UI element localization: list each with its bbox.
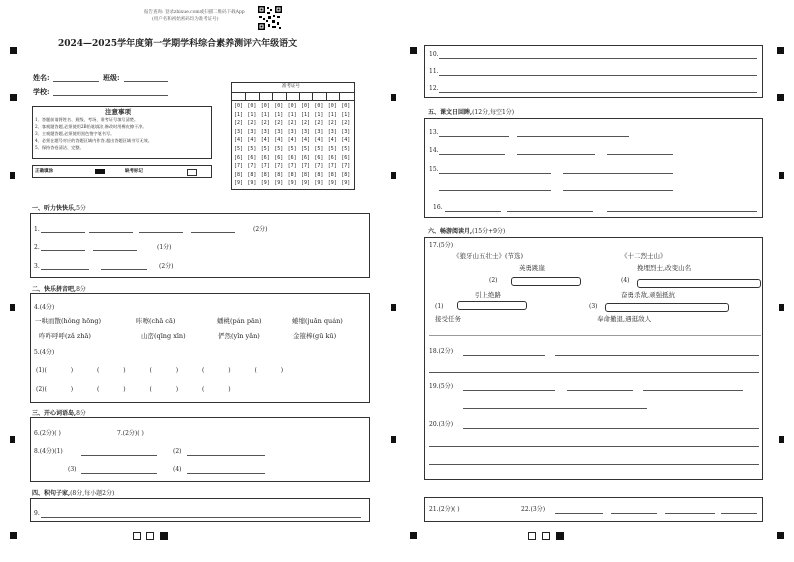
exam-id-column-divider bbox=[259, 92, 260, 100]
exam-id-bubble[interactable]: [0] bbox=[341, 103, 351, 109]
right-node-5: 奉命撤退,遇逛敌人 bbox=[597, 315, 652, 323]
q19-blank-2[interactable] bbox=[567, 390, 633, 391]
exam-id-bubble[interactable]: [3] bbox=[287, 128, 297, 135]
section-3-box bbox=[30, 417, 370, 482]
exam-id-bubble[interactable]: [4] bbox=[327, 137, 337, 144]
q22-label: 22.(3分) bbox=[521, 506, 546, 513]
name-label: 姓名: bbox=[33, 73, 50, 82]
q20-line-2[interactable] bbox=[429, 446, 759, 447]
exam-id-bubble[interactable]: [9] bbox=[341, 180, 351, 187]
section-2-title: 二、快乐拼音吧,8分 bbox=[32, 286, 86, 293]
q19-blank-1[interactable] bbox=[463, 390, 555, 391]
exam-id-bubble[interactable]: [5] bbox=[274, 146, 284, 152]
q14-label: 14. bbox=[429, 147, 439, 154]
exam-id-bubble[interactable]: [5] bbox=[314, 146, 324, 152]
q5-label: 5.(4分) bbox=[34, 349, 55, 356]
school-field[interactable] bbox=[53, 95, 168, 96]
q15-blank-4[interactable] bbox=[563, 190, 673, 191]
corner-mark-mb bbox=[410, 532, 417, 539]
exam-id-bubble[interactable]: [8] bbox=[327, 171, 337, 178]
exam-id-bubble[interactable]: [0] bbox=[287, 103, 297, 109]
q1-blank-2[interactable] bbox=[89, 232, 133, 233]
page-mark-filled bbox=[160, 532, 168, 540]
q8-blank-4[interactable] bbox=[187, 473, 265, 474]
q20-blank-1[interactable] bbox=[463, 428, 759, 429]
section-5-title: 五、课文日回眸,(12分,每空1分) bbox=[428, 109, 515, 116]
exam-id-bubble[interactable]: [2] bbox=[234, 120, 244, 127]
q20-line-3[interactable] bbox=[429, 464, 759, 465]
exam-id-bubble[interactable]: [4] bbox=[247, 137, 257, 144]
exam-id-bubble[interactable]: [7] bbox=[287, 163, 297, 170]
q8-3-label: (3) bbox=[68, 466, 77, 473]
exam-id-bubble[interactable]: [0] bbox=[234, 103, 244, 109]
exam-id-bubble[interactable]: [4] bbox=[301, 137, 311, 144]
section-1-box bbox=[30, 213, 370, 278]
notice-item-3: 3、主观题答题,必须使用黑色签字笔书写。 bbox=[35, 131, 115, 136]
q13-label: 13. bbox=[429, 129, 439, 136]
pinyin-word-4: 蜷缩(juǎn quán) bbox=[292, 317, 343, 325]
exam-id-column-divider bbox=[245, 92, 246, 100]
left-node-3: 引上绝路 bbox=[475, 291, 501, 299]
exam-id-bubble[interactable]: [6] bbox=[341, 154, 351, 161]
page-mark-box-1 bbox=[133, 532, 141, 540]
pinyin-word-3: 蟠桃(pán pān) bbox=[217, 317, 262, 325]
pinyin-word-6: 山峦(qīng xīn) bbox=[141, 332, 186, 340]
exam-id-bubble[interactable]: [5] bbox=[234, 146, 244, 152]
q14-blank-1[interactable] bbox=[439, 154, 505, 155]
exam-id-bubble[interactable]: [0] bbox=[274, 103, 284, 109]
q16-label: 16. bbox=[433, 204, 443, 211]
exam-id-bubble[interactable]: [7] bbox=[341, 163, 351, 170]
exam-id-bubble[interactable]: [2] bbox=[287, 120, 297, 127]
q19-blank-3[interactable] bbox=[643, 390, 743, 391]
exam-id-bubble[interactable]: [2] bbox=[247, 120, 257, 127]
q15-blank-1[interactable] bbox=[439, 173, 551, 174]
exam-id-bubble[interactable]: [8] bbox=[260, 171, 270, 178]
q1-blank-3[interactable] bbox=[139, 232, 183, 233]
exam-id-bubble[interactable]: [8] bbox=[314, 171, 324, 178]
report-note-2: (用户名和初始密码均为准考证号) bbox=[152, 17, 219, 22]
exam-id-bubble[interactable]: [9] bbox=[260, 180, 270, 187]
answer-box-3[interactable] bbox=[605, 303, 729, 312]
exam-id-bubble[interactable]: [1] bbox=[260, 111, 270, 118]
q17-bottom-line bbox=[429, 335, 761, 336]
exam-id-bubble[interactable]: [7] bbox=[234, 163, 244, 170]
side-mark-l2 bbox=[10, 304, 15, 311]
corner-mark-bl bbox=[10, 532, 17, 539]
exam-id-bubble[interactable]: [9] bbox=[287, 180, 297, 187]
exam-id-bubble[interactable]: [1] bbox=[301, 111, 311, 118]
q21-label[interactable]: 21.(2分)( ) bbox=[429, 506, 460, 513]
q8-blank-3[interactable] bbox=[81, 473, 157, 474]
q22-blank-1[interactable] bbox=[555, 513, 603, 514]
class-field[interactable] bbox=[124, 81, 168, 82]
answer-box-4[interactable] bbox=[637, 279, 761, 288]
qr-code bbox=[257, 5, 283, 31]
q13-blank-1[interactable] bbox=[439, 136, 509, 137]
exam-id-bubble[interactable]: [3] bbox=[327, 128, 337, 135]
q8-2-label: (2) bbox=[173, 448, 182, 455]
exam-id-bubble[interactable]: [3] bbox=[260, 128, 270, 135]
q9-blank[interactable] bbox=[41, 517, 361, 518]
page-mark-box-2 bbox=[146, 532, 154, 540]
q8-4-label: (4) bbox=[173, 466, 182, 473]
q3-label: 3. bbox=[34, 263, 40, 270]
exam-id-bubble[interactable]: [5] bbox=[260, 146, 270, 152]
pinyin-word-8: 金箍棒(gū kū) bbox=[293, 332, 337, 340]
reading-right-title: 《十二烈士山》 bbox=[621, 252, 667, 260]
corner-mark-mt bbox=[410, 47, 417, 54]
side-mark-m2 bbox=[391, 172, 396, 179]
q12-line[interactable] bbox=[439, 92, 757, 93]
answer-box-1[interactable] bbox=[457, 301, 527, 310]
reading-left-title: 《狼牙山五壮士》(节选) bbox=[453, 252, 524, 260]
exam-id-bubble[interactable]: [5] bbox=[247, 146, 257, 152]
q14-blank-3[interactable] bbox=[607, 154, 673, 155]
exam-id-bubble[interactable]: [2] bbox=[341, 120, 351, 127]
exam-id-column-divider bbox=[272, 92, 273, 100]
exam-id-column-divider bbox=[326, 92, 327, 100]
exam-id-bubble[interactable]: [8] bbox=[274, 171, 284, 178]
correct-fill-label: 正确填涂 bbox=[35, 169, 53, 174]
q20-label: 20.(3分) bbox=[429, 421, 454, 428]
corner-mark-r2 bbox=[777, 94, 784, 101]
right-node-3: 奋勇杀敌,顽强抵抗 bbox=[621, 291, 676, 299]
fill-sample-box bbox=[32, 165, 212, 178]
exam-id-bubble[interactable]: [6] bbox=[234, 154, 244, 161]
corner-mark-tr bbox=[777, 47, 784, 54]
left-node-5: 接受任务 bbox=[435, 315, 461, 323]
exam-id-bubble[interactable]: [5] bbox=[287, 146, 297, 152]
q5-row-2[interactable]: (2)( ) ( ) ( ) ( ) bbox=[36, 386, 231, 393]
q16-blank-2[interactable] bbox=[507, 211, 593, 212]
school-label: 学校: bbox=[33, 87, 50, 96]
exam-id-bubble[interactable]: [3] bbox=[341, 128, 351, 135]
side-mark-l1 bbox=[10, 172, 15, 179]
pinyin-word-5: 咋咋呼呼(zǎ zhā) bbox=[39, 332, 91, 340]
exam-id-bubble[interactable]: [9] bbox=[327, 180, 337, 187]
q15-blank-3[interactable] bbox=[439, 190, 551, 191]
q15-blank-2[interactable] bbox=[563, 173, 673, 174]
q6-label[interactable]: 6.(2分)( ) bbox=[34, 430, 61, 437]
q12-label: 12. bbox=[429, 85, 439, 92]
questions-10-12-box bbox=[424, 45, 763, 98]
pinyin-word-7: 俨然(yǐn yǎn) bbox=[218, 332, 260, 340]
answer-box-2[interactable] bbox=[511, 277, 581, 286]
page-mark-box-4 bbox=[542, 532, 550, 540]
exam-id-bubble[interactable]: [0] bbox=[247, 103, 257, 109]
exam-id-bubble[interactable]: [4] bbox=[314, 137, 324, 144]
exam-id-bubble[interactable]: [4] bbox=[274, 137, 284, 144]
exam-id-bubble[interactable]: [1] bbox=[274, 111, 284, 118]
q17-label: 17.(5分) bbox=[429, 242, 454, 249]
section-1-title: 一、听力快快乐,5分 bbox=[32, 205, 86, 212]
exam-id-bubble[interactable]: [3] bbox=[314, 128, 324, 135]
right-node-1: 挽埋烈士,改变山名 bbox=[637, 264, 692, 272]
q16-blank-1[interactable] bbox=[445, 211, 501, 212]
exam-id-bubble[interactable]: [0] bbox=[301, 103, 311, 109]
q19-label: 19.(5分) bbox=[429, 383, 454, 390]
exam-id-bubble[interactable]: [1] bbox=[234, 111, 244, 118]
exam-id-bubble[interactable]: [2] bbox=[260, 120, 270, 127]
exam-id-bubble[interactable]: [6] bbox=[247, 154, 257, 161]
q5-row-1[interactable]: (1)( ) ( ) ( ) ( ) ( ) bbox=[36, 367, 284, 374]
q4-label: 4.(4分) bbox=[34, 304, 55, 311]
exam-id-bubble[interactable]: [2] bbox=[314, 120, 324, 127]
q19-line-2[interactable] bbox=[463, 408, 647, 409]
q8-label: 8.(4分)(1) bbox=[34, 448, 63, 455]
left-num-2: (2) bbox=[489, 277, 498, 284]
section-4-box bbox=[30, 498, 370, 522]
corner-mark-br bbox=[777, 532, 784, 539]
right-num-3: (3) bbox=[589, 303, 598, 310]
q2-blank-1[interactable] bbox=[41, 250, 85, 251]
exam-id-column-divider bbox=[299, 92, 300, 100]
q1-blank-1[interactable] bbox=[41, 232, 85, 233]
q22-blank-2[interactable] bbox=[611, 513, 657, 514]
q3-score: (2分) bbox=[159, 263, 174, 270]
page-mark-filled-2 bbox=[556, 532, 564, 540]
report-note-1: 报告查询: 登录zhixue.com或扫描二维码下载App bbox=[144, 10, 245, 15]
section-4-title: 四、积句子家,(8分,每小题2分) bbox=[32, 490, 115, 497]
exam-id-bubble[interactable]: [3] bbox=[274, 128, 284, 135]
exam-id-bubble[interactable]: [9] bbox=[301, 180, 311, 187]
exam-id-bubble[interactable]: [8] bbox=[301, 171, 311, 178]
q16-blank-3[interactable] bbox=[607, 211, 757, 212]
exam-id-bubble[interactable]: [9] bbox=[247, 180, 257, 187]
notice-item-5: 5、保持答卷清洁、完整。 bbox=[35, 145, 84, 150]
exam-id-bubble[interactable]: [0] bbox=[327, 103, 337, 109]
exam-id-bubble[interactable]: [8] bbox=[341, 171, 351, 178]
exam-id-bubble[interactable]: [2] bbox=[327, 120, 337, 127]
exam-id-bubble[interactable]: [9] bbox=[274, 180, 284, 187]
notice-item-4: 4、必须在题号对应的答题区域内作答,超出答题区域书写无效。 bbox=[35, 138, 153, 143]
side-mark-l3 bbox=[10, 436, 15, 443]
q3-blank-1[interactable] bbox=[41, 269, 89, 270]
exam-id-bubble[interactable]: [4] bbox=[234, 137, 244, 144]
side-mark-m4 bbox=[391, 436, 396, 443]
page-mark-box-3 bbox=[528, 532, 536, 540]
exam-id-bubble[interactable]: [6] bbox=[301, 154, 311, 161]
q22-blank-3[interactable] bbox=[665, 513, 715, 514]
q13-blank-2[interactable] bbox=[517, 136, 629, 137]
exam-id-bubble[interactable]: [0] bbox=[260, 103, 270, 109]
exam-id-bubble[interactable]: [6] bbox=[274, 154, 284, 161]
class-label: 班级: bbox=[103, 73, 120, 82]
q1-label: 1. bbox=[34, 226, 40, 233]
exam-id-column-divider bbox=[339, 92, 340, 100]
notice-title: 注意事项 bbox=[105, 108, 131, 116]
exam-id-bubble[interactable]: [8] bbox=[287, 171, 297, 178]
exam-id-bubble[interactable]: [4] bbox=[287, 137, 297, 144]
missing-exam-checkbox[interactable] bbox=[187, 169, 197, 176]
exam-id-bubble[interactable]: [6] bbox=[287, 154, 297, 161]
left-node-1: 英勇跳崖 bbox=[519, 264, 545, 272]
correct-fill-sample bbox=[95, 169, 105, 174]
exam-id-header-line bbox=[232, 92, 354, 93]
section-5-box bbox=[424, 118, 763, 218]
corner-mark-tl bbox=[10, 47, 17, 54]
side-mark-r1 bbox=[779, 172, 784, 179]
section-6-title: 六、畅游阅读月,(15分+9分) bbox=[428, 228, 506, 235]
exam-id-column-divider bbox=[286, 92, 287, 100]
q2-label: 2. bbox=[34, 244, 40, 251]
exam-id-bubble[interactable]: [1] bbox=[287, 111, 297, 118]
q18-blank-2[interactable] bbox=[555, 355, 759, 356]
q14-blank-2[interactable] bbox=[517, 154, 595, 155]
exam-id-bubble[interactable]: [2] bbox=[301, 120, 311, 127]
q8-blank-2[interactable] bbox=[187, 455, 265, 456]
exam-id-column-divider bbox=[312, 92, 313, 100]
q11-line[interactable] bbox=[439, 75, 757, 76]
pinyin-word-1: 一哄而散(hǒng hōng) bbox=[35, 317, 102, 325]
exam-id-bubble[interactable]: [2] bbox=[274, 120, 284, 127]
exam-id-bubble[interactable]: [7] bbox=[327, 163, 337, 170]
q3-blank-2[interactable] bbox=[101, 269, 147, 270]
exam-id-bubble[interactable]: [3] bbox=[247, 128, 257, 135]
exam-id-write-row bbox=[232, 100, 354, 101]
exam-id-bubble[interactable]: [6] bbox=[327, 154, 337, 161]
exam-id-bubble[interactable]: [7] bbox=[247, 163, 257, 170]
q8-blank-1[interactable] bbox=[81, 455, 157, 456]
exam-id-bubble[interactable]: [4] bbox=[341, 137, 351, 144]
q1-score: (2分) bbox=[253, 226, 268, 233]
exam-id-bubble[interactable]: [1] bbox=[314, 111, 324, 118]
left-num-1: (1) bbox=[435, 303, 444, 310]
exam-id-bubble[interactable]: [1] bbox=[327, 111, 337, 118]
exam-id-title: 准考证号 bbox=[282, 84, 300, 89]
exam-id-bubble[interactable]: [5] bbox=[341, 146, 351, 152]
q18-label: 18.(2分) bbox=[429, 348, 454, 355]
exam-id-bubble[interactable]: [3] bbox=[234, 128, 244, 135]
questions-21-22-box bbox=[424, 497, 763, 522]
q10-line[interactable] bbox=[439, 58, 757, 59]
exam-id-bubble[interactable]: [5] bbox=[327, 146, 337, 152]
q18-line-2[interactable] bbox=[429, 372, 759, 373]
pinyin-word-2: 咔嚓(chā cā) bbox=[136, 317, 176, 325]
exam-id-bubble[interactable]: [1] bbox=[247, 111, 257, 118]
q2-score: (1分) bbox=[157, 244, 172, 251]
exam-id-bubble[interactable]: [0] bbox=[314, 103, 324, 109]
notice-item-1: 1、答题前请将姓名、班级、考场、准考证号填写清楚。 bbox=[35, 117, 139, 122]
q10-label: 10. bbox=[429, 51, 439, 58]
exam-id-bubble[interactable]: [7] bbox=[301, 163, 311, 170]
q9-label: 9. bbox=[34, 510, 40, 517]
exam-id-bubble[interactable]: [6] bbox=[314, 154, 324, 161]
exam-id-bubble[interactable]: [3] bbox=[301, 128, 311, 135]
exam-id-bubble[interactable]: [1] bbox=[341, 111, 351, 118]
exam-id-bubble[interactable]: [9] bbox=[234, 180, 244, 187]
page-title: 2024—2025学年度第一学期学科综合素养测评六年级语文 bbox=[58, 39, 298, 49]
section-2-box bbox=[30, 293, 370, 403]
exam-id-bubble[interactable]: [8] bbox=[234, 171, 244, 178]
missing-exam-label: 缺考标记 bbox=[125, 169, 143, 174]
q22-blank-4[interactable] bbox=[721, 513, 757, 514]
side-mark-r2 bbox=[779, 304, 784, 311]
corner-mark-l2 bbox=[10, 94, 17, 101]
exam-id-bubble[interactable]: [8] bbox=[247, 171, 257, 178]
notice-box bbox=[32, 106, 212, 159]
exam-id-bubble[interactable]: [9] bbox=[314, 180, 324, 187]
exam-id-bubble[interactable]: [4] bbox=[260, 137, 270, 144]
q1-blank-4[interactable] bbox=[191, 232, 235, 233]
notice-item-2: 2、客观题答题,必须使用2B铅笔填涂,修改时用橡皮擦干净。 bbox=[35, 124, 147, 129]
exam-id-bubble[interactable]: [6] bbox=[260, 154, 270, 161]
side-mark-m1 bbox=[391, 94, 396, 101]
name-field[interactable] bbox=[53, 81, 99, 82]
q18-blank-1[interactable] bbox=[463, 355, 545, 356]
side-mark-m3 bbox=[391, 304, 396, 311]
exam-id-box bbox=[231, 82, 355, 190]
side-mark-r3 bbox=[779, 436, 784, 443]
exam-id-bubble[interactable]: [7] bbox=[314, 163, 324, 170]
q7-label[interactable]: 7.(2分)( ) bbox=[117, 430, 144, 437]
section-3-title: 三、开心词语岛,8分 bbox=[32, 410, 86, 417]
right-num-4: (4) bbox=[621, 277, 630, 284]
q15-label: 15. bbox=[429, 166, 439, 173]
exam-id-bubble[interactable]: [5] bbox=[301, 146, 311, 152]
q2-blank-2[interactable] bbox=[93, 250, 137, 251]
q11-label: 11. bbox=[429, 68, 439, 75]
exam-id-bubble[interactable]: [7] bbox=[260, 163, 270, 170]
section-6-box bbox=[424, 237, 763, 480]
exam-id-bubble[interactable]: [7] bbox=[274, 163, 284, 170]
